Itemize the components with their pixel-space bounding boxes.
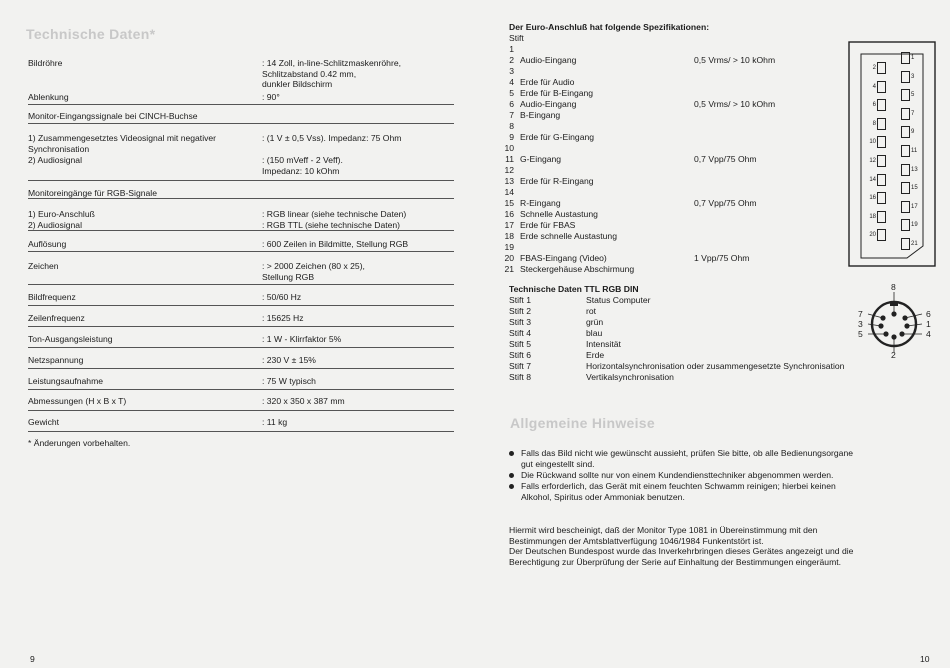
- spec-label: 1) Zusammengesetztes Videosignal mit negativer Synchronisation: [28, 133, 217, 154]
- spec-value: : 14 Zoll, in-line-Schlitzmaskenröhre, Schlitzabstand 0.42 mm, dunkler Bildschirm: [262, 58, 401, 90]
- technical-data-title: Technische Daten*: [26, 26, 156, 42]
- din-label-6: 6: [926, 309, 931, 319]
- divider: [28, 305, 454, 306]
- scart-contact: [877, 118, 886, 130]
- ttl-pin-row: [509, 350, 909, 361]
- spec-value: : (150 mVeff - 2 Veff). Impedanz: 10 kOhm: [262, 155, 343, 176]
- scart-contact: [901, 238, 910, 250]
- scart-connector-diagram: [847, 40, 937, 268]
- spec-label: Gewicht: [28, 417, 60, 427]
- euro-pin-number: 7: [509, 110, 514, 120]
- divider: [28, 368, 454, 369]
- ttl-pin-number: Stift 4: [509, 328, 531, 338]
- spec-label: 2) Audiosignal: [28, 155, 82, 165]
- ttl-pin-number: Stift 6: [509, 350, 531, 360]
- divider: [28, 326, 454, 327]
- euro-pin-row: [498, 209, 838, 220]
- scart-contact: [901, 89, 910, 101]
- ttl-pin-number: Stift 7: [509, 361, 531, 371]
- euro-pin-row: [498, 165, 838, 176]
- scart-contact: [901, 219, 910, 231]
- din-label-1: 1: [926, 319, 931, 329]
- scart-pin-label: 10: [869, 139, 876, 146]
- spec-value: : (1 V ± 0,5 Vss). Impedanz: 75 Ohm: [262, 133, 402, 143]
- note-item: Die Rückwand sollte nur von einem Kundendiensttechniker abgenommen werden.: [521, 470, 834, 480]
- euro-pin-value: 0,7 Vpp/75 Ohm: [694, 154, 757, 164]
- divider: [28, 284, 454, 285]
- ttl-pin-row: [509, 317, 909, 328]
- euro-pin-number: 15: [504, 198, 514, 208]
- scart-pin-label: 13: [911, 166, 918, 173]
- ttl-pin-description: Vertikalsynchronisation: [586, 372, 674, 382]
- euro-pin-number: 16: [504, 209, 514, 219]
- euro-pin-value: 1 Vpp/75 Ohm: [694, 253, 750, 263]
- scart-pin-label: 1: [911, 55, 915, 61]
- euro-connector-title: Der Euro-Anschluß hat folgende Spezifikationen:: [509, 22, 710, 32]
- din-label-4: 4: [926, 329, 931, 339]
- spec-value: : RGB linear (siehe technische Daten) : RGB TTL (siehe technische Daten): [262, 209, 407, 230]
- euro-pin-label: Steckergehäuse Abschirmung: [520, 264, 635, 274]
- euro-pin-label: Erde für G-Eingang: [520, 132, 595, 142]
- scart-pin-label: 6: [872, 102, 876, 109]
- scart-pin-label: 20: [869, 232, 876, 239]
- ttl-pin-description: Status Computer: [586, 295, 651, 305]
- euro-pin-number: 9: [509, 132, 514, 142]
- euro-pin-label: FBAS-Eingang (Video): [520, 253, 607, 263]
- din-label-3: 3: [858, 319, 863, 329]
- ttl-pin-description: Horizontalsynchronisation oder zusammengesetzte Synchronisation: [586, 361, 845, 371]
- euro-pin-row: [498, 198, 838, 209]
- euro-pin-label: Schnelle Austastung: [520, 209, 598, 219]
- divider: [28, 180, 454, 181]
- spec-value: : 15625 Hz: [262, 313, 304, 323]
- scart-pin-label: 19: [911, 222, 918, 229]
- euro-pin-number: 5: [509, 88, 514, 98]
- euro-pin-number: 19: [504, 242, 514, 252]
- euro-pin-row: [498, 220, 838, 231]
- euro-pin-number: 6: [509, 99, 514, 109]
- ttl-pin-description: Intensität: [586, 339, 621, 349]
- scart-pin-label: 7: [911, 110, 915, 117]
- spec-value: : 600 Zeilen in Bildmitte, Stellung RGB: [262, 239, 409, 249]
- divider: [28, 431, 454, 432]
- spec-label: Auflösung: [28, 239, 67, 249]
- euro-pin-number: 11: [505, 154, 514, 164]
- certificate-text: Hiermit wird bescheinigt, daß der Monitor Type 1081 in Übereinstimmung mit den Bestimmungen der Amtsblattverfügung 1046/1984 Funkentstört ist. Der Deutschen Bundespost wurde das Inverkehrbringen dieses Gerätes angezeigt und die Berechtigung zur Überprüfung der Serie auf Einhaltung der Bestimmungen eingeräumt.: [509, 525, 854, 567]
- euro-pin-row: [498, 88, 838, 99]
- divider: [28, 198, 454, 199]
- spec-label: Bildröhre: [28, 58, 63, 68]
- scart-pin-label: 9: [911, 129, 915, 136]
- scart-pin-label: 17: [911, 203, 918, 210]
- euro-pin-label: Erde für FBAS: [520, 220, 576, 230]
- spec-value: : 230 V ± 15%: [262, 355, 316, 365]
- scart-pin-label: 18: [869, 213, 876, 220]
- spec-value: : 75 W typisch: [262, 376, 316, 386]
- euro-pin-row: [498, 132, 838, 143]
- scart-pin-label: 14: [869, 176, 876, 183]
- scart-contact: [901, 108, 910, 120]
- euro-pin-number: 1: [509, 44, 514, 54]
- euro-pin-row: [498, 143, 838, 154]
- euro-pin-row: [498, 121, 838, 132]
- scart-contact: [877, 81, 886, 93]
- ttl-pin-list: [509, 295, 909, 385]
- spec-value: : > 2000 Zeichen (80 x 25), Stellung RGB: [262, 261, 365, 282]
- euro-pin-row: [498, 55, 838, 66]
- spec-label: Ton-Ausgangsleistung: [28, 334, 113, 344]
- din-label-7: 7: [858, 309, 863, 319]
- din-label-top: 8: [891, 282, 896, 292]
- euro-pin-value: 0,5 Vrms/ > 10 kOhm: [694, 55, 776, 65]
- euro-pin-number: 4: [509, 77, 514, 87]
- scart-pin-label: 16: [869, 195, 876, 202]
- spec-value: : 90°: [262, 92, 280, 102]
- euro-pin-row: [498, 44, 838, 55]
- euro-pin-label: G-Eingang: [520, 154, 562, 164]
- euro-pin-label: B-Eingang: [520, 110, 561, 120]
- euro-pin-number: 8: [509, 121, 514, 131]
- spec-label: Leistungsaufnahme: [28, 376, 104, 386]
- spec-value: : 320 x 350 x 387 mm: [262, 396, 345, 406]
- euro-pin-number: 20: [504, 253, 514, 263]
- spec-label: 1) Euro-Anschluß 2) Audiosignal: [28, 209, 95, 230]
- spec-label: Netzspannung: [28, 355, 84, 365]
- ttl-pin-row: [509, 328, 909, 339]
- euro-pin-list: [498, 44, 838, 276]
- euro-pin-row: [498, 253, 838, 264]
- euro-pin-number: 21: [504, 264, 514, 274]
- note-item: Falls das Bild nicht wie gewünscht aussieht, prüfen Sie bitte, ob alle Bedienungsorgane gut eingestellt sind.: [521, 448, 854, 469]
- scart-contact: [901, 126, 910, 138]
- scart-pin-label: 3: [911, 73, 915, 80]
- scart-pin-label: 5: [911, 92, 915, 99]
- euro-pin-number: 14: [504, 187, 514, 197]
- page-number-right: 10: [920, 654, 930, 664]
- spec-value: : 1 W - Klirrfaktor 5%: [262, 334, 342, 344]
- spec-value: : 50/60 Hz: [262, 292, 302, 302]
- stift-label: Stift: [509, 33, 524, 43]
- divider: [28, 104, 454, 105]
- euro-pin-row: [498, 231, 838, 242]
- euro-pin-row: [498, 99, 838, 110]
- euro-pin-label: R-Eingang: [520, 198, 561, 208]
- din-label-5: 5: [858, 329, 863, 339]
- ttl-pin-description: rot: [586, 306, 597, 316]
- euro-pin-row: [498, 77, 838, 88]
- euro-pin-row: [498, 154, 838, 165]
- ttl-pin-number: Stift 2: [509, 306, 531, 316]
- spec-label: Bildfrequenz: [28, 292, 76, 302]
- spec-label: Monitor-Eingangssignale bei CINCH-Buchse: [28, 111, 198, 121]
- spec-label: Zeilenfrequenz: [28, 313, 85, 323]
- divider: [28, 123, 454, 124]
- euro-pin-label: Audio-Eingang: [520, 99, 577, 109]
- scart-contact: [877, 62, 886, 74]
- euro-pin-label: Erde für B-Eingang: [520, 88, 594, 98]
- euro-pin-row: [498, 242, 838, 253]
- ttl-pin-number: Stift 8: [509, 372, 531, 382]
- scart-contact: [901, 52, 910, 64]
- scart-pin-label: 2: [872, 65, 876, 71]
- ttl-pin-description: blau: [586, 328, 603, 338]
- din-label-bottom: 2: [891, 350, 896, 360]
- scart-pin-label: 12: [869, 158, 876, 164]
- divider: [28, 410, 454, 411]
- scart-connector-outline: [847, 40, 937, 268]
- divider: [28, 347, 454, 348]
- din-connector-diagram: [850, 284, 940, 364]
- bullet-icon: [509, 473, 514, 478]
- divider: [28, 389, 454, 390]
- ttl-pin-description: Erde: [586, 350, 605, 360]
- scart-pin-label: 11: [911, 148, 918, 154]
- scart-contact: [877, 192, 886, 204]
- divider: [28, 230, 454, 231]
- scart-contact: [901, 71, 910, 83]
- page-number-left: 9: [30, 654, 35, 664]
- scart-pin-label: 8: [872, 120, 876, 127]
- euro-pin-value: 0,5 Vrms/ > 10 kOhm: [694, 99, 776, 109]
- euro-pin-label: Erde für R-Eingang: [520, 176, 594, 186]
- ttl-pin-row: [509, 372, 909, 383]
- scart-contact: [901, 164, 910, 176]
- euro-pin-value: 0,7 Vpp/75 Ohm: [694, 198, 757, 208]
- scart-pin-label: 15: [911, 185, 918, 192]
- spec-label: Abmessungen (H x B x T): [28, 396, 127, 406]
- ttl-pin-number: Stift 5: [509, 339, 531, 349]
- euro-pin-number: 12: [504, 165, 514, 175]
- ttl-title: Technische Daten TTL RGB DIN: [509, 284, 639, 294]
- euro-pin-label: Erde für Audio: [520, 77, 575, 87]
- scart-contact: [901, 145, 910, 157]
- ttl-pin-row: [509, 361, 909, 372]
- bullet-icon: [509, 451, 514, 456]
- scart-contact: [901, 182, 910, 194]
- euro-pin-number: 2: [509, 55, 514, 65]
- scart-contact: [901, 201, 910, 213]
- ttl-pin-row: [509, 339, 909, 350]
- euro-pin-label: Erde schnelle Austastung: [520, 231, 617, 241]
- euro-pin-number: 18: [504, 231, 514, 241]
- euro-pin-row: [498, 176, 838, 187]
- ttl-pin-number: Stift 1: [509, 295, 531, 305]
- euro-pin-row: [498, 110, 838, 121]
- euro-pin-row: [498, 264, 838, 275]
- bullet-icon: [509, 484, 514, 489]
- ttl-pin-number: Stift 3: [509, 317, 531, 327]
- scart-contact: [877, 174, 886, 186]
- scart-contact: [877, 136, 886, 148]
- general-notes-title: Allgemeine Hinweise: [510, 415, 655, 431]
- spec-label: Zeichen: [28, 261, 59, 271]
- ttl-pin-row: [509, 306, 909, 317]
- scart-pin-label: 4: [872, 83, 876, 90]
- euro-pin-number: 3: [509, 66, 514, 76]
- divider: [28, 251, 454, 252]
- scart-contact: [877, 155, 886, 167]
- euro-pin-number: 17: [504, 220, 514, 230]
- spec-label: Ablenkung: [28, 92, 69, 102]
- euro-pin-number: 10: [504, 143, 514, 153]
- euro-pin-row: [498, 66, 838, 77]
- spec-label: Monitoreingänge für RGB-Signale: [28, 188, 157, 198]
- euro-pin-row: [498, 187, 838, 198]
- ttl-pin-description: grün: [586, 317, 604, 327]
- scart-contact: [877, 99, 886, 111]
- scart-pin-label: 21: [911, 241, 918, 247]
- note-item: Falls erforderlich, das Gerät mit einem feuchten Schwamm reinigen; hierbei keinen Alkohol, Spiritus oder Ammoniak benutzen.: [521, 481, 836, 502]
- spec-value: : 11 kg: [262, 417, 288, 427]
- ttl-pin-row: [509, 295, 909, 306]
- euro-pin-number: 13: [504, 176, 514, 186]
- scart-contact: [877, 229, 886, 241]
- general-notes-list: [509, 448, 929, 508]
- euro-pin-label: Audio-Eingang: [520, 55, 577, 65]
- scart-contact: [877, 211, 886, 223]
- footnote: * Änderungen vorbehalten.: [28, 438, 131, 448]
